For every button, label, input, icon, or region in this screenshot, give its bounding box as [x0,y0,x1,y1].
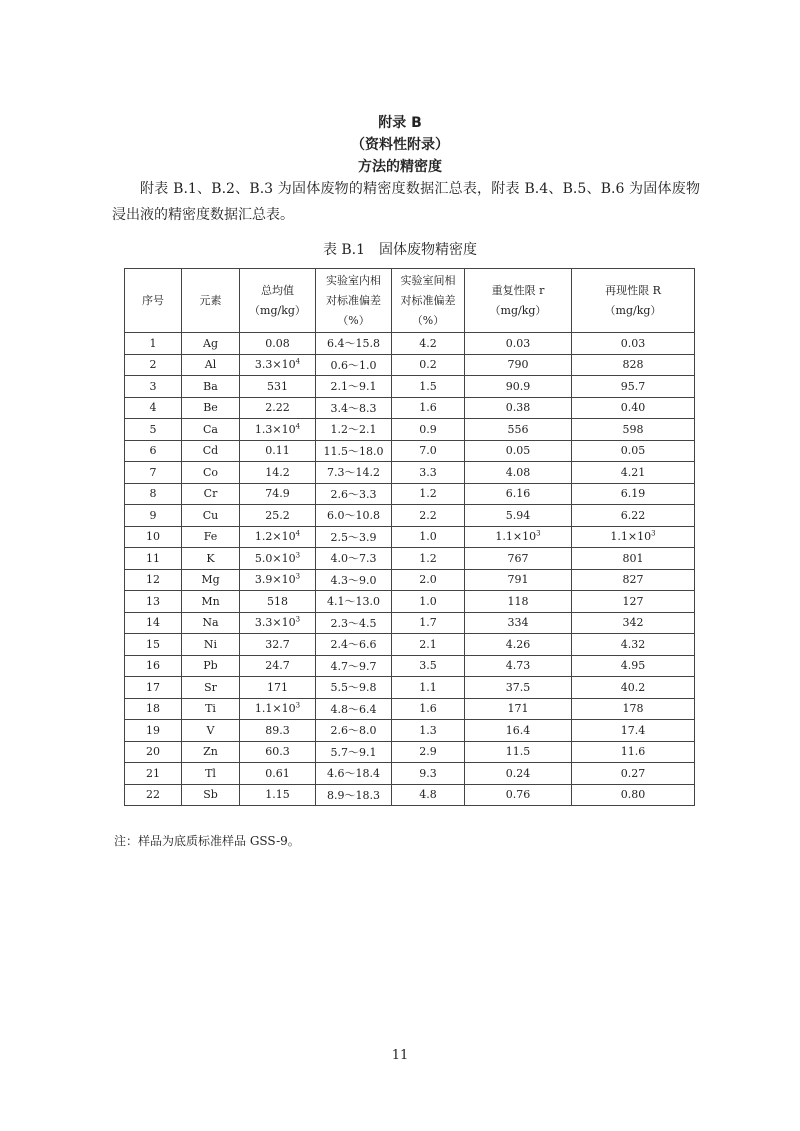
cell-inter-rsd: 2.1 [392,634,465,656]
header-intra-rsd: 实验室内相 对标准偏差 （%） [316,269,392,333]
cell-element: Tl [182,763,240,785]
table-header-row [125,269,695,333]
cell-intra-rsd: 2.1～9.1 [316,376,392,398]
cell-mean: 25.2 [240,505,316,527]
cell-intra-rsd: 4.6～18.4 [316,763,392,785]
cell-reproducibility: 0.05 [572,440,695,462]
cell-element: K [182,548,240,570]
cell-repeatability: 11.5 [465,741,572,763]
cell-mean: $3.3\times 10^3$ [240,612,316,634]
cell-element: Fe [182,526,240,548]
table-row [125,419,695,441]
cell-intra-rsd: 4.1～13.0 [316,591,392,613]
exponent: 4 [295,422,301,431]
cell-no: 3 [125,376,182,398]
table-row [125,548,695,570]
cell-intra-rsd: 5.5～9.8 [316,677,392,699]
cell-intra-rsd: 2.3～4.5 [316,612,392,634]
cell-repeatability: 4.08 [465,462,572,484]
cell-reproducibility: $1.1\times 10^3$ [572,526,695,548]
table-row [125,333,695,355]
cell-element: Sb [182,784,240,806]
table-row [125,591,695,613]
appendix-title: 附录 B [378,115,422,131]
cell-repeatability: $1.1\times 10^3$ [465,526,572,548]
cell-inter-rsd: 9.3 [392,763,465,785]
cell-intra-rsd: 5.7～9.1 [316,741,392,763]
cell-reproducibility: 17.4 [572,720,695,742]
cell-inter-rsd: 1.6 [392,698,465,720]
cell-no: 22 [125,784,182,806]
cell-inter-rsd: 3.3 [392,462,465,484]
cell-reproducibility: 598 [572,419,695,441]
cell-repeatability: 791 [465,569,572,591]
cell-no: 9 [125,505,182,527]
cell-no: 19 [125,720,182,742]
exponent: 3 [295,615,301,624]
cell-inter-rsd: 0.2 [392,354,465,376]
cell-inter-rsd: 2.0 [392,569,465,591]
exponent: 3 [295,572,301,581]
cell-element: Co [182,462,240,484]
cell-mean: 89.3 [240,720,316,742]
cell-element: Al [182,354,240,376]
cell-mean: 60.3 [240,741,316,763]
cell-element: Ni [182,634,240,656]
cell-reproducibility: 6.19 [572,483,695,505]
header-reproducibility: 再现性限 R （mg/kg） [572,269,695,333]
cell-element: Na [182,612,240,634]
cell-element: Mn [182,591,240,613]
cell-inter-rsd: 0.9 [392,419,465,441]
cell-inter-rsd: 7.0 [392,440,465,462]
page-number: 11 [391,1048,409,1063]
exponent: 3 [651,529,656,538]
cell-repeatability: 334 [465,612,572,634]
exponent: 3 [295,701,301,710]
cell-inter-rsd: 4.8 [392,784,465,806]
cell-repeatability: 4.73 [465,655,572,677]
cell-inter-rsd: 1.7 [392,612,465,634]
cell-repeatability: 767 [465,548,572,570]
cell-element: Cd [182,440,240,462]
cell-intra-rsd: 7.3～14.2 [316,462,392,484]
exponent: 4 [295,529,301,538]
cell-reproducibility: 828 [572,354,695,376]
table-row [125,440,695,462]
cell-intra-rsd: 3.4～8.3 [316,397,392,419]
table-caption: 表 B.1 固体废物精密度 [322,242,478,258]
precision-table [124,268,695,806]
cell-inter-rsd: 1.1 [392,677,465,699]
cell-reproducibility: 6.22 [572,505,695,527]
cell-inter-rsd: 1.6 [392,397,465,419]
cell-no: 17 [125,677,182,699]
table-row [125,612,695,634]
cell-intra-rsd: 6.0～10.8 [316,505,392,527]
table-row [125,763,695,785]
cell-repeatability: 5.94 [465,505,572,527]
cell-no: 11 [125,548,182,570]
cell-reproducibility: 0.03 [572,333,695,355]
cell-no: 15 [125,634,182,656]
cell-no: 1 [125,333,182,355]
table-row [125,397,695,419]
cell-element: V [182,720,240,742]
cell-mean: $1.2\times 10^4$ [240,526,316,548]
cell-mean: 14.2 [240,462,316,484]
cell-mean: $1.3\times 10^4$ [240,419,316,441]
header-element: 元素 [182,269,240,333]
cell-intra-rsd: 2.4～6.6 [316,634,392,656]
cell-inter-rsd: 1.5 [392,376,465,398]
cell-mean: $5.0\times 10^3$ [240,548,316,570]
cell-element: Ti [182,698,240,720]
cell-intra-rsd: 8.9～18.3 [316,784,392,806]
cell-reproducibility: 95.7 [572,376,695,398]
cell-no: 10 [125,526,182,548]
cell-reproducibility: 0.27 [572,763,695,785]
cell-inter-rsd: 3.5 [392,655,465,677]
cell-element: Ca [182,419,240,441]
cell-reproducibility: 4.21 [572,462,695,484]
cell-repeatability: 0.05 [465,440,572,462]
exponent: 3 [295,551,301,560]
cell-reproducibility: 127 [572,591,695,613]
exponent: 3 [536,529,541,538]
cell-repeatability: 0.76 [465,784,572,806]
table-row [125,376,695,398]
cell-intra-rsd: 1.2～2.1 [316,419,392,441]
cell-repeatability: 0.24 [465,763,572,785]
cell-repeatability: 90.9 [465,376,572,398]
cell-element: Be [182,397,240,419]
cell-no: 20 [125,741,182,763]
cell-reproducibility: 11.6 [572,741,695,763]
cell-mean: 32.7 [240,634,316,656]
table-row [125,483,695,505]
cell-element: Cu [182,505,240,527]
cell-element: Cr [182,483,240,505]
table-row [125,655,695,677]
cell-mean: $3.9\times 10^3$ [240,569,316,591]
cell-inter-rsd: 4.2 [392,333,465,355]
cell-intra-rsd: 0.6～1.0 [316,354,392,376]
cell-element: Sr [182,677,240,699]
cell-intra-rsd: 4.0～7.3 [316,548,392,570]
cell-reproducibility: 0.40 [572,397,695,419]
cell-no: 12 [125,569,182,591]
table-note: 注：样品为底质标准样品 GSS-9。 [114,834,300,848]
cell-element: Zn [182,741,240,763]
header-mean: 总均值 （mg/kg） [240,269,316,333]
cell-mean: $1.1\times 10^3$ [240,698,316,720]
cell-intra-rsd: 2.6～3.3 [316,483,392,505]
cell-repeatability: 556 [465,419,572,441]
cell-reproducibility: 801 [572,548,695,570]
cell-no: 6 [125,440,182,462]
table-row [125,462,695,484]
cell-element: Mg [182,569,240,591]
cell-mean: 24.7 [240,655,316,677]
table-row [125,720,695,742]
cell-mean: $3.3\times 10^4$ [240,354,316,376]
appendix-heading: 方法的精密度 [358,159,442,175]
table-row [125,784,695,806]
cell-inter-rsd: 1.2 [392,483,465,505]
exponent: 4 [295,357,301,366]
table-row [125,505,695,527]
cell-reproducibility: 827 [572,569,695,591]
cell-mean: 74.9 [240,483,316,505]
header-no: 序号 [125,269,182,333]
cell-mean: 518 [240,591,316,613]
table-row [125,354,695,376]
table-row [125,569,695,591]
cell-mean: 531 [240,376,316,398]
cell-repeatability: 0.03 [465,333,572,355]
cell-no: 18 [125,698,182,720]
cell-reproducibility: 4.95 [572,655,695,677]
cell-inter-rsd: 1.3 [392,720,465,742]
cell-no: 5 [125,419,182,441]
table-row [125,698,695,720]
cell-intra-rsd: 4.7～9.7 [316,655,392,677]
cell-no: 13 [125,591,182,613]
table-row [125,526,695,548]
cell-inter-rsd: 1.0 [392,526,465,548]
cell-no: 2 [125,354,182,376]
cell-intra-rsd: 4.8～6.4 [316,698,392,720]
cell-no: 16 [125,655,182,677]
table-row [125,677,695,699]
cell-mean: 171 [240,677,316,699]
cell-reproducibility: 0.80 [572,784,695,806]
appendix-subtitle: （资料性附录） [351,137,449,153]
cell-inter-rsd: 2.9 [392,741,465,763]
cell-reproducibility: 342 [572,612,695,634]
cell-repeatability: 171 [465,698,572,720]
cell-mean: 2.22 [240,397,316,419]
cell-intra-rsd: 11.5～18.0 [316,440,392,462]
cell-inter-rsd: 1.2 [392,548,465,570]
cell-element: Ba [182,376,240,398]
cell-element: Ag [182,333,240,355]
cell-no: 4 [125,397,182,419]
cell-element: Pb [182,655,240,677]
cell-inter-rsd: 2.2 [392,505,465,527]
cell-reproducibility: 40.2 [572,677,695,699]
cell-repeatability: 118 [465,591,572,613]
cell-mean: 1.15 [240,784,316,806]
cell-intra-rsd: 2.5～3.9 [316,526,392,548]
cell-repeatability: 0.38 [465,397,572,419]
cell-inter-rsd: 1.0 [392,591,465,613]
cell-repeatability: 790 [465,354,572,376]
cell-mean: 0.08 [240,333,316,355]
cell-no: 14 [125,612,182,634]
cell-no: 7 [125,462,182,484]
cell-repeatability: 16.4 [465,720,572,742]
cell-no: 21 [125,763,182,785]
table-row [125,634,695,656]
cell-intra-rsd: 2.6～8.0 [316,720,392,742]
header-repeatability: 重复性限 r （mg/kg） [465,269,572,333]
cell-intra-rsd: 4.3～9.0 [316,569,392,591]
cell-repeatability: 6.16 [465,483,572,505]
cell-mean: 0.11 [240,440,316,462]
cell-no: 8 [125,483,182,505]
header-inter-rsd: 实验室间相 对标准偏差 （%） [392,269,465,333]
table-row [125,741,695,763]
intro-paragraph: 附表 B.1、B.2、B.3 为固体废物的精密度数据汇总表，附表 B.4、B.5、B.6 为固体废物浸出液的精密度数据汇总表。 [112,181,700,223]
cell-mean: 0.61 [240,763,316,785]
cell-reproducibility: 4.32 [572,634,695,656]
cell-reproducibility: 178 [572,698,695,720]
cell-repeatability: 37.5 [465,677,572,699]
cell-intra-rsd: 6.4～15.8 [316,333,392,355]
cell-repeatability: 4.26 [465,634,572,656]
